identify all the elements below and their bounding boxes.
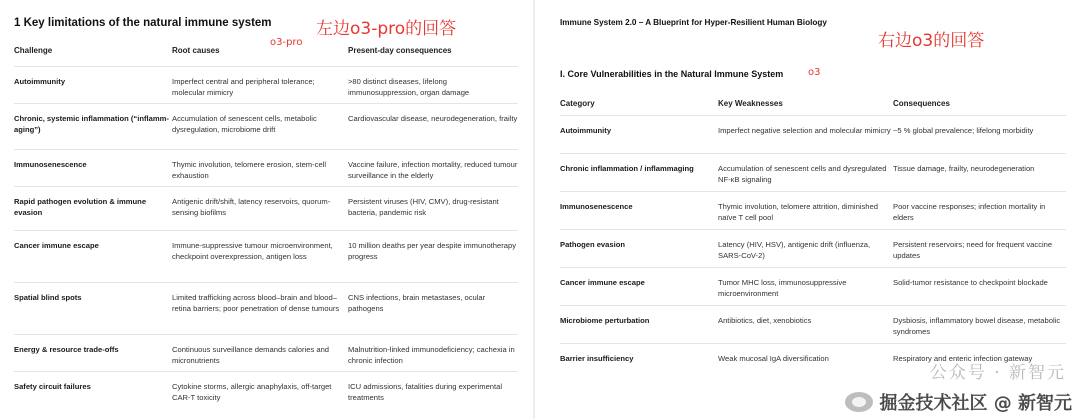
right-section-heading: I. Core Vulnerabilities in the Natural Immune System: [560, 69, 784, 79]
category-cell: Autoimmunity: [560, 115, 718, 153]
challenge-cell: Cancer immune escape: [14, 230, 172, 282]
left-panel: [0, 0, 528, 419]
table-row: [14, 230, 518, 282]
left-heading: 1 Key limitations of the natural immune system: [14, 17, 272, 29]
consequences-cell: CNS infections, brain metastases, ocular pathogens: [348, 282, 518, 334]
table-row: [14, 186, 518, 230]
category-cell: Pathogen evasion: [560, 229, 718, 267]
root-causes-cell: Imperfect central and peripheral tolerance; molecular mimicry: [172, 66, 348, 103]
table-row: [560, 191, 1066, 229]
challenge-cell: Spatial blind spots: [14, 282, 172, 334]
consequences-cell: 10 million deaths per year despite immunotherapy progress: [348, 230, 518, 282]
right-annotation: 右边o3的回答: [878, 31, 985, 51]
right-panel: [540, 0, 1080, 419]
challenge-cell: Energy & resource trade-offs: [14, 334, 172, 371]
consequences-cell: >80 distinct diseases, lifelong immunosuppression, organ damage: [348, 66, 518, 103]
root-causes-cell: Continuous surveillance demands calories and micronutrients: [172, 334, 348, 371]
table-row: [560, 115, 1066, 153]
root-causes-cell: Limited trafficking across blood–brain and blood–retina barriers; poor penetration of dense tumours: [172, 282, 348, 334]
weaknesses-cell: Imperfect negative selection and molecular mimicry: [718, 115, 893, 153]
left-annotation: 左边o3-pro的回答: [316, 19, 457, 39]
consequences-cell: Respiratory and enteric infection gateway: [893, 343, 1066, 371]
table-row: [14, 149, 518, 186]
column-header-key-weaknesses: Key Weaknesses: [718, 99, 783, 108]
root-causes-cell: Thymic involution, telomere erosion, stem-cell exhaustion: [172, 149, 348, 186]
watermark: [845, 389, 1072, 415]
weaknesses-cell: Antibiotics, diet, xenobiotics: [718, 305, 893, 343]
consequences-cell: Vaccine failure, infection mortality, reduced tumour surveillance in the elderly: [348, 149, 518, 186]
left-model-tag: o3-pro: [270, 37, 303, 48]
watermark-wechat-text: 公众号 · 新智元: [929, 363, 1066, 383]
panel-divider: [533, 0, 535, 419]
column-header-consequences: Consequences: [893, 99, 950, 108]
category-cell: Chronic inflammation / inflammaging: [560, 153, 718, 191]
consequences-cell: Cardiovascular disease, neurodegeneration, frailty: [348, 103, 518, 149]
column-header-category: Category: [560, 99, 595, 108]
consequences-cell: Tissue damage, frailty, neurodegeneration: [893, 153, 1066, 191]
column-header-root-causes: Root causes: [172, 46, 220, 55]
category-cell: Microbiome perturbation: [560, 305, 718, 343]
weaknesses-cell: Weak mucosal IgA diversification: [718, 343, 893, 371]
column-header-challenge: Challenge: [14, 46, 53, 55]
challenge-cell: Chronic, systemic inflammation (“inflamm-aging”): [14, 103, 172, 149]
weaknesses-cell: Accumulation of senescent cells and dysregulated NF-κB signaling: [718, 153, 893, 191]
consequences-cell: Persistent viruses (HIV, CMV), drug-resistant bacteria, pandemic risk: [348, 186, 518, 230]
challenge-cell: Autoimmunity: [14, 66, 172, 103]
table-row: [14, 371, 518, 408]
table-row: [560, 229, 1066, 267]
watermark-text: 掘金技术社区 @ 新智元: [879, 393, 1072, 414]
consequences-cell: Poor vaccine responses; infection mortality in elders: [893, 191, 1066, 229]
table-row: [560, 305, 1066, 343]
table-row: [560, 153, 1066, 191]
wechat-logo-icon: [845, 392, 873, 412]
weaknesses-cell: Thymic involution, telomere attrition, diminished naïve T cell pool: [718, 191, 893, 229]
category-cell: Immunosenescence: [560, 191, 718, 229]
category-cell: Barrier insufficiency: [560, 343, 718, 371]
table-row: [14, 103, 518, 149]
table-row: [560, 267, 1066, 305]
root-causes-cell: Accumulation of senescent cells, metabolic dysregulation, microbiome drift: [172, 103, 348, 149]
challenge-cell: Immunosenescence: [14, 149, 172, 186]
consequences-cell: Solid-tumor resistance to checkpoint blockade: [893, 267, 1066, 305]
root-causes-cell: Cytokine storms, allergic anaphylaxis, off-target CAR-T toxicity: [172, 371, 348, 408]
consequences-cell: Persistent reservoirs; need for frequent vaccine updates: [893, 229, 1066, 267]
consequences-cell: Malnutrition-linked immunodeficiency; cachexia in chronic infection: [348, 334, 518, 371]
root-causes-cell: Antigenic drift/shift, latency reservoirs, quorum-sensing biofilms: [172, 186, 348, 230]
consequences-cell: Dysbiosis, inflammatory bowel disease, metabolic syndromes: [893, 305, 1066, 343]
right-vulnerabilities-table: [560, 99, 1066, 371]
right-document-title: Immune System 2.0 – A Blueprint for Hyper-Resilient Human Biology: [560, 18, 827, 27]
consequences-cell: ~5 % global prevalence; lifelong morbidity: [893, 115, 1066, 153]
weaknesses-cell: Tumor MHC loss, immunosuppressive microenvironment: [718, 267, 893, 305]
right-model-tag: o3: [808, 67, 821, 78]
table-row: [14, 66, 518, 103]
challenge-cell: Rapid pathogen evolution & immune evasion: [14, 186, 172, 230]
consequences-cell: ICU admissions, fatalities during experimental treatments: [348, 371, 518, 408]
root-causes-cell: Immune-suppressive tumour microenvironment, checkpoint overexpression, antigen loss: [172, 230, 348, 282]
column-header-consequences: Present-day consequences: [348, 46, 452, 55]
category-cell: Cancer immune escape: [560, 267, 718, 305]
challenge-cell: Safety circuit failures: [14, 371, 172, 408]
weaknesses-cell: Latency (HIV, HSV), antigenic drift (influenza, SARS-CoV-2): [718, 229, 893, 267]
table-row: [14, 282, 518, 334]
table-row: [14, 334, 518, 371]
left-limitations-table: [14, 46, 518, 408]
